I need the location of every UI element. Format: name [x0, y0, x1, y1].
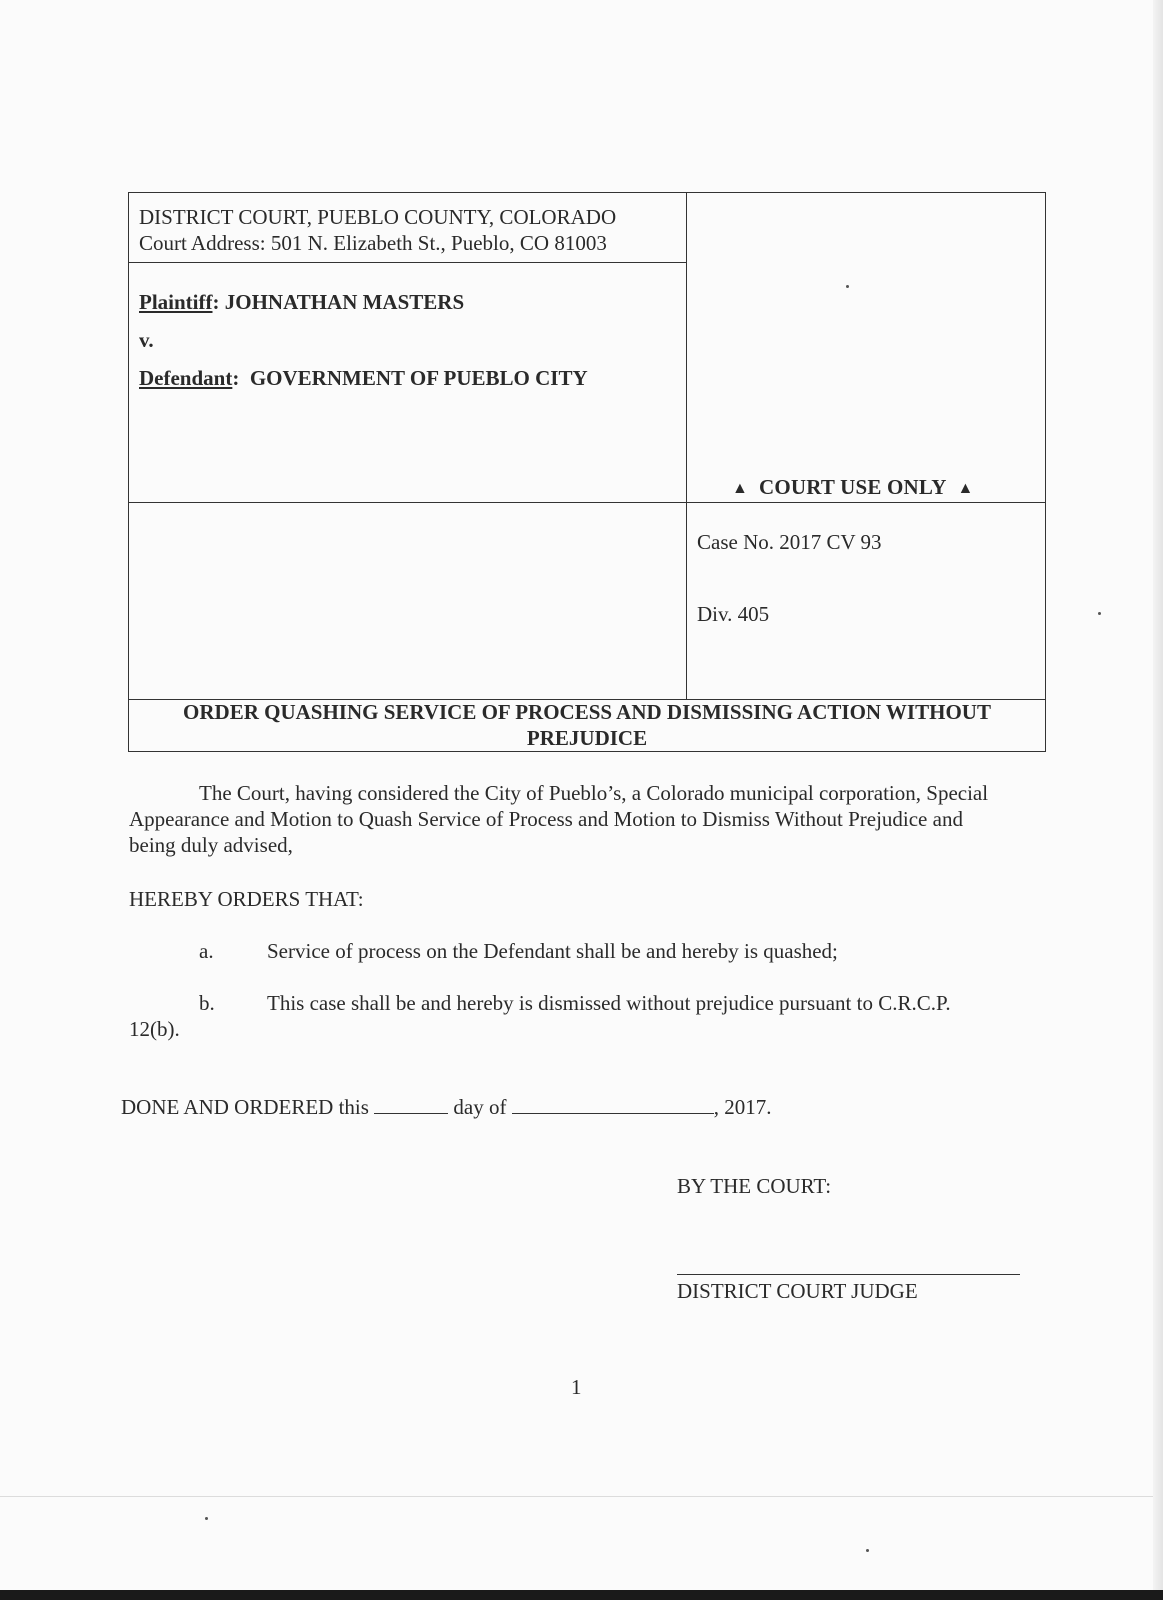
caption-divider-vertical — [686, 192, 687, 700]
versus: v. — [139, 328, 154, 352]
plaintiff-line: Plaintiff: JOHNATHAN MASTERS — [139, 290, 465, 314]
order-a-marker: a. — [199, 939, 214, 963]
caption-divider-court — [128, 262, 687, 263]
scan-bottom-edge — [0, 1590, 1163, 1600]
plaintiff-label: Plaintiff — [139, 290, 213, 314]
court-address: Court Address: 501 N. Elizabeth St., Pueblo, CO 81003 — [139, 231, 607, 255]
done-prefix: DONE AND ORDERED this — [121, 1095, 369, 1119]
intro-paragraph: The Court, having considered the City of Pueblo’s, a Colorado municipal corporation, Special Appearance and Motion to Quash Service of Process and Motion to Dismiss Without Prejudice and being duly advised, — [129, 781, 989, 857]
order-b-marker: b. — [199, 991, 215, 1015]
triangle-up-icon: ▲ — [732, 480, 749, 497]
defendant-line: Defendant: GOVERNMENT OF PUEBLO CITY — [139, 366, 588, 390]
court-name: DISTRICT COURT, PUEBLO COUNTY, COLORADO — [139, 205, 617, 229]
caption-divider-parties — [128, 502, 1046, 503]
signature-line — [677, 1274, 1020, 1275]
triangle-up-icon: ▲ — [957, 480, 974, 497]
order-b-text: This case shall be and hereby is dismissed without prejudice pursuant to C.R.C.P. — [267, 991, 951, 1015]
court-use-only-label: COURT USE ONLY — [758, 475, 947, 499]
case-number: Case No. 2017 CV 93 — [697, 530, 882, 554]
court-use-only — [732, 475, 974, 500]
scan-speck — [866, 1549, 869, 1552]
page-number: 1 — [571, 1375, 582, 1399]
order-b-continuation: 12(b). — [129, 1017, 180, 1041]
division: Div. 405 — [697, 602, 770, 626]
caption-box — [128, 192, 1046, 752]
done-year: , 2017. — [713, 1095, 772, 1119]
month-blank — [512, 1095, 714, 1114]
document-title: ORDER QUASHING SERVICE OF PROCESS AND DISMISSING ACTION WITHOUT PREJUDICE — [183, 700, 991, 750]
done-and-ordered-line — [121, 1094, 772, 1120]
order-a-text: Service of process on the Defendant shall be and hereby is quashed; — [267, 939, 838, 963]
judge-title: DISTRICT COURT JUDGE — [677, 1279, 918, 1303]
day-blank — [374, 1095, 448, 1114]
done-day-of: day of — [453, 1095, 507, 1119]
hereby-orders: HEREBY ORDERS THAT: — [129, 887, 364, 911]
by-the-court: BY THE COURT: — [677, 1174, 832, 1198]
defendant-label: Defendant — [139, 366, 233, 390]
scan-speck — [1098, 612, 1101, 615]
scan-speck — [846, 285, 849, 288]
scan-edge — [1153, 0, 1163, 1600]
scan-fold-line — [0, 1496, 1163, 1497]
defendant-name: GOVERNMENT OF PUEBLO CITY — [249, 366, 588, 390]
scan-speck — [205, 1517, 208, 1520]
court-header — [139, 204, 616, 256]
plaintiff-name: JOHNATHAN MASTERS — [224, 290, 465, 314]
